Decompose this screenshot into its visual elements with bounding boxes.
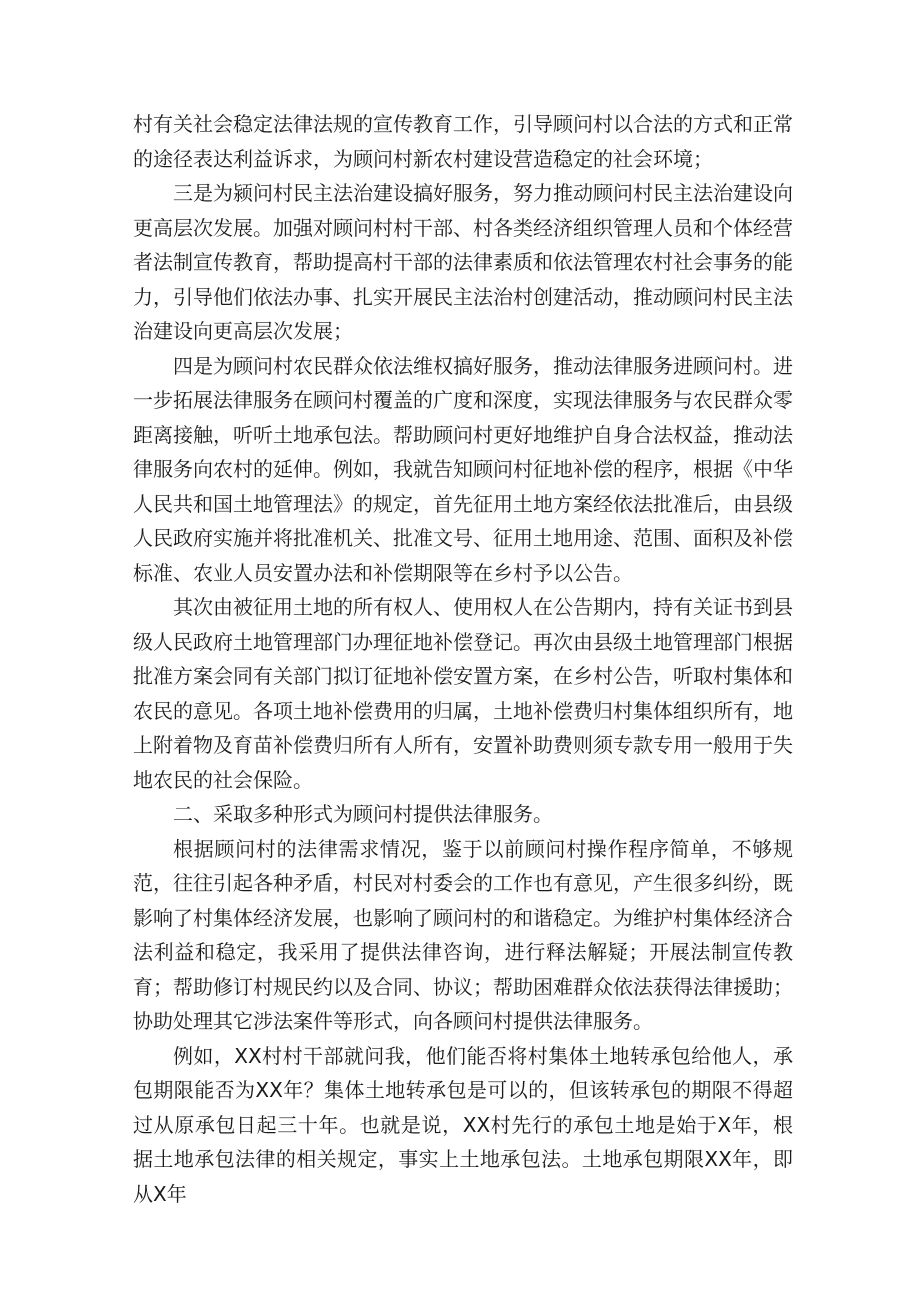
paragraph-1: 村有关社会稳定法律法规的宣传教育工作，引导顾问村以合法的方式和正常的途径表达利益诉求，为顾问村新农村建设营造稳定的社会环境； — [133, 112, 793, 171]
document-body — [133, 107, 793, 1211]
paragraph-2: 三是为颍问村民主法治建设搞好服务，努力推动顾问村民主法治建设向更高层次发展。加强对顾问村村干部、村各类经济组织管理人员和个体经营者法制宣传教育，帮助提高村干部的法律素质和依法管理农村社会事务的能力，引导他们依法办事、扎实开展民主法治村创建活动，推动顾问村民主法治建设向更高层次发展； — [133, 181, 793, 343]
section-heading-2: 二、采取多种形式为顾问村提供法律服务。 — [173, 802, 553, 826]
paragraph-4: 其次由被征用土地的所有权人、使用权人在公告期内，持有关证书到县级人民政府土地管理部门办理征地补偿登记。再次由县级土地管理部门根据批准方案会同有关部门拟订征地补偿安置方案，在乡村公告，听取村集体和农民的意见。各项土地补偿费用的归属，土地补偿费归村集体组织所有，地上附着物及育苗补偿费归所有人所有，安置补助费则须专款专用一般用于失地农民的社会保险。 — [133, 595, 793, 792]
paragraph-3: 四是为顾问村农民群众依法维权搞好服务，推动法律服务进顾问村。进一步拓展法律服务在顾问村覆盖的广度和深度，实现法律服务与农民群众零距离接触，听听土地承包法。帮助顾问村更好地维护自身合法权益，推动法律服务向农村的延伸。例如，我就告知顾问村征地补偿的程序，根据《中华人民共和国土地管理法》的规定，首先征用土地方案经依法批准后，由县级人民政府实施并将批准机关、批准文号、征用土地用途、范围、面积及补偿标准、农业人员安置办法和补偿期限等在乡村予以公告。 — [133, 353, 793, 585]
paragraph-6: 例如，XX村村干部就问我，他们能否将村集体土地转承包给他人，承包期限能否为XX年？集体土地转承包是可以的，但该转承包的期限不得超过从原承包日起三十年。也就是说，XX村先行的承包土地是始于X年，根据土地承包法律的相关规定，事实上土地承包法。土地承包期限XX年，即从X年 — [133, 1043, 793, 1206]
paragraph-5: 根据顾问村的法律需求情况，鉴于以前顾问村操作程序简单，不够规范，往往引起各种矛盾，村民对村委会的工作也有意见，产生很多纠纷，既影响了村集体经济发展，也影响了顾问村的和谐稳定。为维护村集体经济合法利益和稳定，我采用了提供法律咨询，进行释法解疑；开展法制宣传教育；帮助修订村规民约以及合同、协议；帮助困难群众依法获得法律援助；协助处理其它涉法案件等形式，向各顾问村提供法律服务。 — [133, 836, 793, 1033]
